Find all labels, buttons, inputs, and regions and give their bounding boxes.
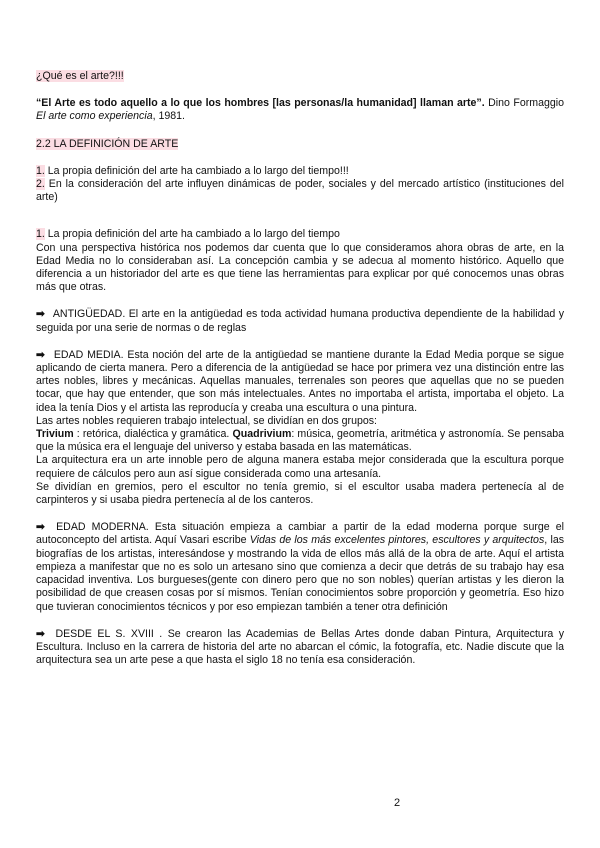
edad-media-groups: Las artes nobles requieren trabajo intelectual, se dividían en dos grupos: <box>36 414 377 427</box>
quote-paragraph <box>36 97 564 123</box>
antiguedad-paragraph: ➡ ANTIGÜEDAD. El arte en la antigüedad es toda actividad humana productiva dependiente de la habilidad y seguida por una serie de normas o de reglas <box>36 308 564 334</box>
siglo-xviii-paragraph: ➡ DESDE EL S. XVIII . Se crearon las Academias de Bellas Artes donde daban Pintura, Arquitectura y Escultura. Incluso en la carrera de historia del arte no abarcan el cómic, la fotografía, etc. Nadie discute que la arquitectura sea un arte pese a que hasta el siglo 18 no tenía esa consideración. <box>36 627 564 667</box>
quote-author: Dino Formaggio <box>484 97 564 110</box>
section-title: 2.2 LA DEFINICIÓN DE ARTE <box>36 137 179 150</box>
point-1: 1. La propia definición del arte ha cambiado a lo largo del tiempo!!! <box>36 164 349 177</box>
point1-heading: 1. La propia definición del arte ha cambiado a lo largo del tiempo <box>36 228 340 241</box>
trivium-label: Trivium <box>36 428 74 441</box>
trivium-quadrivium: Trivium : retórica, dialéctica y gramática. Quadrivium: música, geometría, aritmética y astronomía. Se pensaba que la música era el lenguaje del universo y estaba basada en las matemáticas. <box>36 428 564 454</box>
page-number: 2 <box>394 797 401 809</box>
document-page <box>36 70 564 667</box>
point-2: 2. En la consideración del arte influyen dinámicas de poder, sociales y del mercado artístico (instituciones del arte) <box>36 178 564 204</box>
arquitectura-paragraph: La arquitectura era un arte innoble pero de alguna manera estaba mejor considerada que la escultura porque requiere de cálculos pero aun así sigue considerada como una artesanía. <box>36 454 564 480</box>
edad-media-paragraph: ➡ EDAD MEDIA. Esta noción del arte de la antigüedad se mantiene durante la Edad Media porque se sigue aplicando de cierta manera. Pero a diferencia de la antigüedad se hace por primera vez una distinción entre las artes nobles, libres y mecánicas. Aquellas manuales, terrenales son peores que aquellas que no se pueden tocar, que hay que entender, que son más intelectuales. Antes no importaba el artista, importaba el objeto. La idea la tenía Dios y el artista las reproducía y creaba una escultura o una pintura. <box>36 348 564 414</box>
question-heading: ¿Qué es el arte?!!! <box>36 70 124 82</box>
gremios-paragraph: Se dividían en gremios, pero el escultor no tenía gremio, si el escultor usaba madera pertenecía al de carpinteros y si usaba piedra pertenecía al de los canteros. <box>36 480 564 507</box>
vasari-book: Vidas de los más excelentes pintores, escultores y arquitectos <box>249 534 545 547</box>
edad-moderna-paragraph: ➡ EDAD MODERNA. Esta situación empieza a cambiar a partir de la edad moderna porque surge el autoconcepto del artista. Aquí Vasari escribe Vidas de los más excelentes pintores, escultores y arquitectos, las biografías de los artistas, interesándose y mostrando la vida de ellos más allá de la obra de arte. Aquí el artista empieza a manifestar que no es solo un artesano sino que comienza a decir que detrás de su trabajo hay esa capacidad inventiva. Los burgueses(gente con dinero pero que no son nobles) querían artistas y les dieron la posibilidad de que creasen cosas por sí mismos. Tenían conocimientos sobre proporción y geometría. Eso hizo que tuvieran conocimientos técnicos y por eso empiezan también a tener otra definición <box>36 521 565 613</box>
arrow-right-icon: ➡ <box>36 627 45 640</box>
quote-year: , 1981. <box>152 110 185 123</box>
arrow-right-icon: ➡ <box>36 348 45 361</box>
quadrivium-label: Quadrivium <box>232 428 292 441</box>
quote-text: “El Arte es todo aquello a lo que los hombres [las personas/la humanidad] llaman arte”. <box>36 97 485 110</box>
arrow-right-icon: ➡ <box>36 521 45 534</box>
quote-book: El arte como experiencia <box>36 110 153 123</box>
point1-body: Con una perspectiva histórica nos podemos dar cuenta que lo que consideramos ahora obras de arte, en la Edad Media no lo consideraban así. La concepción cambia y se adecua al momento histórico. Aquello que diferencia a un historiador del arte es que tiene las herramientas para explicar por qué conocemos unas obras más que otras. <box>36 241 564 294</box>
arrow-right-icon: ➡ <box>36 308 45 321</box>
